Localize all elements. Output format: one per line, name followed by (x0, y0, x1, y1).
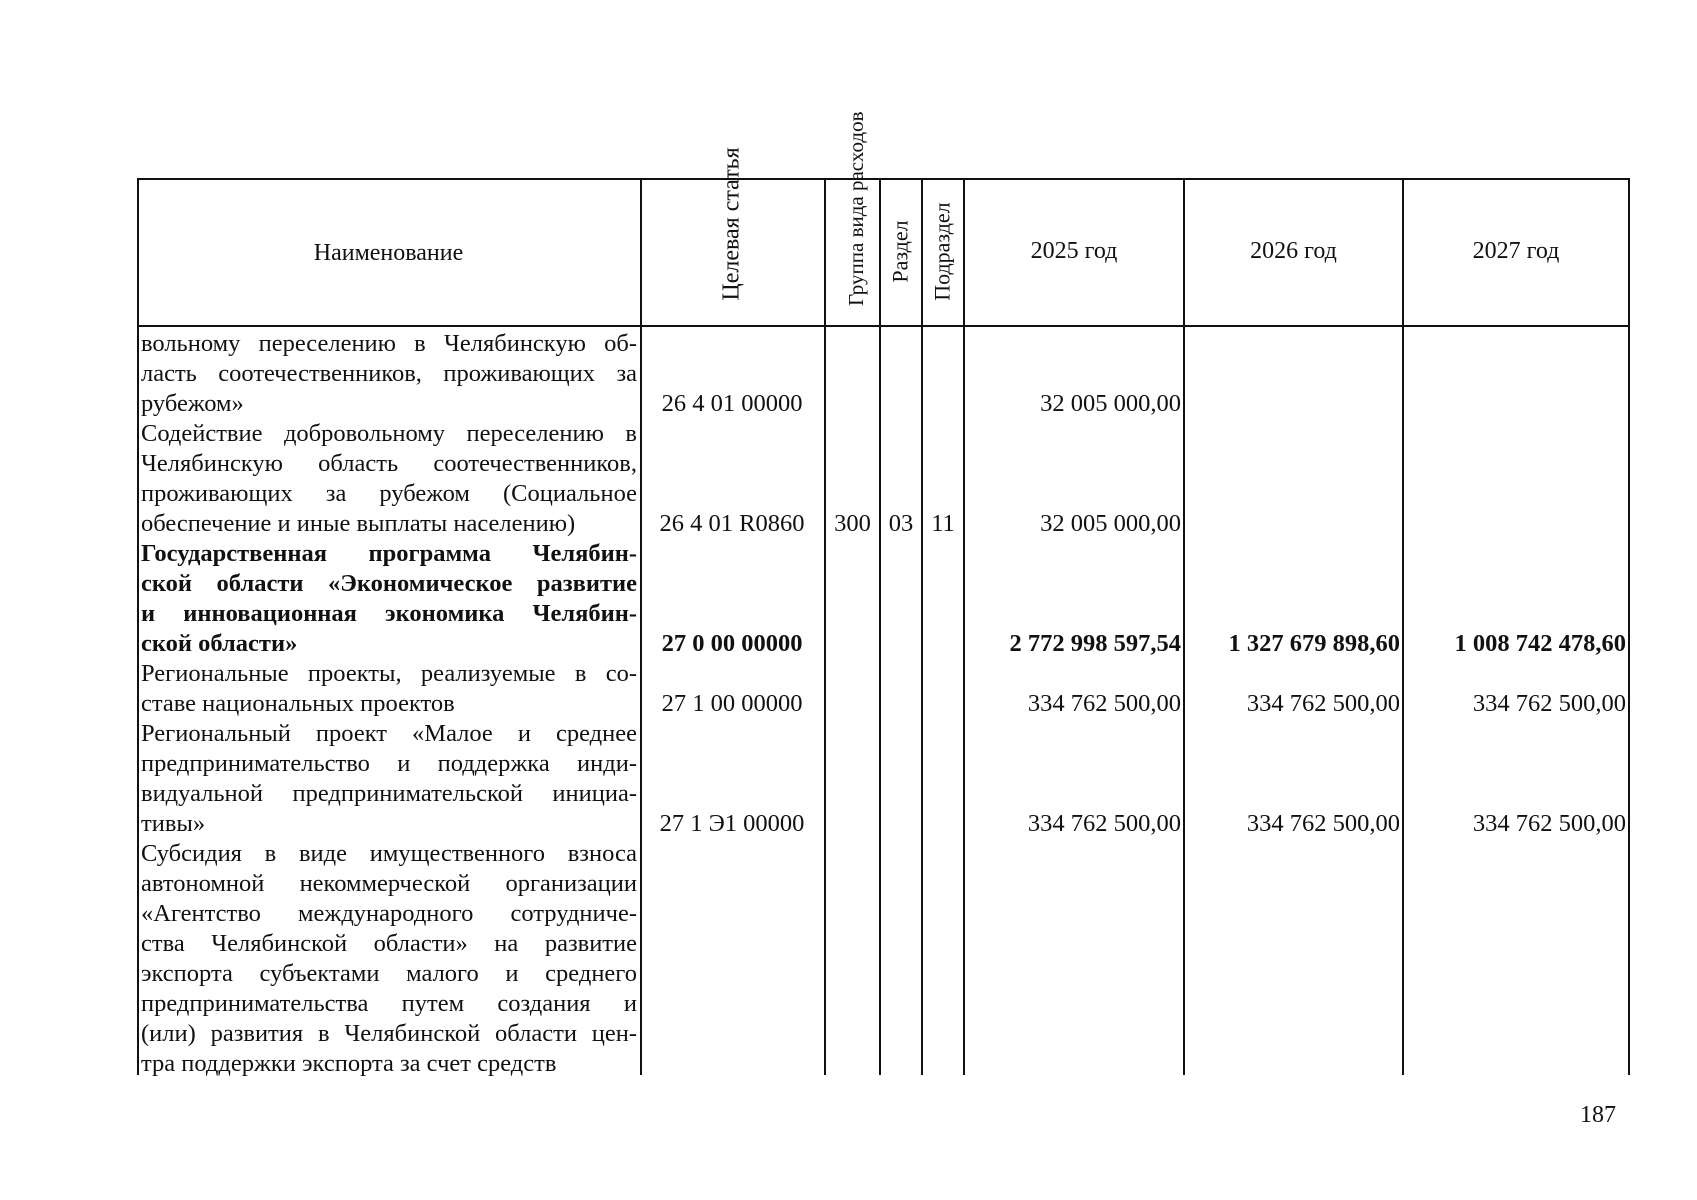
row-name (141, 329, 637, 419)
header-target: Целевая статья (718, 147, 745, 301)
row-name (141, 659, 637, 719)
cell-y2025: 2 772 998 597,54 (1009, 630, 1181, 657)
col-divider (963, 178, 965, 1075)
cell-y2025: 334 762 500,00 (1027, 690, 1181, 717)
page-number: 187 (1580, 1102, 1616, 1128)
cell-group: 300 (834, 510, 871, 537)
table-border-right (1628, 178, 1630, 1075)
header-subsection: Подраздел (929, 202, 955, 301)
cell-y2026: 334 762 500,00 (1246, 810, 1400, 837)
cell-y2027: 1 008 742 478,60 (1454, 630, 1626, 657)
header-section: Раздел (887, 220, 913, 283)
header-name: Наименование (313, 240, 464, 266)
row-name-line: ской области» (141, 630, 298, 657)
cell-target: 26 4 01 R0860 (659, 510, 805, 537)
row-name-line: Региональные проекты, реализуемые в со- (141, 660, 637, 687)
row-name-line: Субсидия в виде имущественного взноса (141, 840, 637, 867)
cell-y2025: 32 005 000,00 (1040, 510, 1181, 537)
row-name-line: обеспечение и иные выплаты населению) (141, 510, 576, 537)
table-border-top (137, 178, 1630, 180)
col-divider (921, 178, 923, 1075)
row-name-line: предпринимательства путем создания и (141, 990, 637, 1017)
row-name (141, 419, 637, 539)
row-name-line: (или) развития в Челябинской области цен- (141, 1020, 637, 1047)
header-2026: 2026 год (1250, 238, 1337, 264)
row-name-line: ской области «Экономическое развитие (141, 570, 637, 597)
budget-table (137, 111, 1630, 1077)
header-2025: 2025 год (1030, 238, 1118, 264)
cell-y2026: 334 762 500,00 (1246, 690, 1400, 717)
row-name-line: ставе национальных проектов (141, 690, 455, 717)
row-name-line: Региональный проект «Малое и среднее (141, 720, 637, 747)
row-name-line: Содействие добровольному переселению в (141, 420, 637, 447)
header-group: Группа вида расходов (843, 111, 868, 307)
row-name (141, 539, 637, 659)
row-name-line: тивы» (141, 810, 206, 837)
header-divider (137, 325, 1630, 327)
table-border-left (137, 178, 139, 1075)
col-divider (824, 178, 826, 1075)
col-divider (1402, 178, 1404, 1075)
col-divider (879, 178, 881, 1075)
cell-target: 27 0 00 00000 (661, 630, 803, 657)
cell-y2026: 1 327 679 898,60 (1228, 630, 1400, 657)
row-name-line: экспорта субъектами малого и среднего (141, 960, 637, 987)
cell-y2027: 334 762 500,00 (1472, 690, 1626, 717)
row-name-line: ласть соотечественников, проживающих за (141, 360, 637, 387)
row-name-line: видуальной предпринимательской инициа- (141, 780, 637, 807)
cell-target: 27 1 Э1 00000 (659, 810, 805, 837)
cell-subsection: 11 (931, 510, 955, 537)
row-name-line: Челябинскую область соотечественников, (141, 450, 637, 477)
cell-y2025: 334 762 500,00 (1027, 810, 1181, 837)
row-name (141, 839, 637, 1079)
row-name-line: предпринимательство и поддержка инди- (141, 750, 637, 777)
row-name-line: тра поддержки экспорта за счет средств (141, 1050, 557, 1077)
row-name-line: и инновационная экономика Челябин- (141, 600, 637, 627)
row-name-line: автономной некоммерческой организации (141, 870, 637, 897)
row-name-line: Государственная программа Челябин- (141, 540, 637, 567)
col-divider (1183, 178, 1185, 1075)
row-name-line: ства Челябинской области» на развитие (141, 930, 637, 957)
cell-y2025: 32 005 000,00 (1040, 390, 1181, 417)
row-name-line: вольному переселению в Челябинскую об- (141, 330, 637, 357)
header-2027: 2027 год (1472, 238, 1560, 264)
col-divider (640, 178, 642, 1075)
cell-y2027: 334 762 500,00 (1472, 810, 1626, 837)
row-name (141, 719, 637, 839)
cell-target: 27 1 00 00000 (661, 690, 803, 717)
cell-section: 03 (888, 510, 914, 537)
row-name-line: проживающих за рубежом (Социальное (141, 480, 637, 507)
row-name-line: рубежом» (141, 390, 244, 417)
row-name-line: «Агентство международного сотрудниче- (141, 900, 637, 927)
cell-target: 26 4 01 00000 (661, 390, 803, 417)
